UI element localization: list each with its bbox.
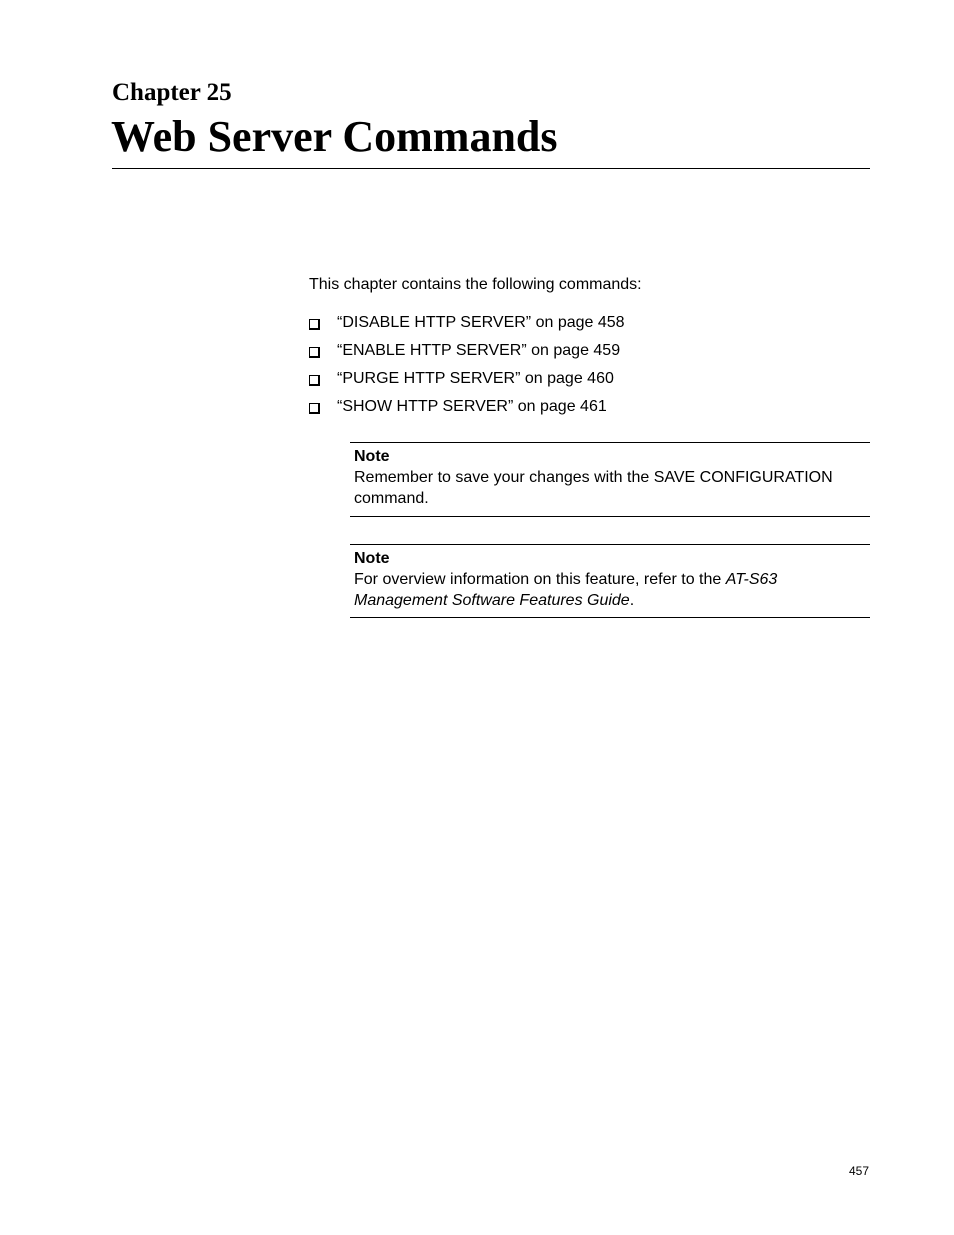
note-body-prefix: For overview information on this feature, refer to the: [354, 571, 726, 588]
command-link-purge-http-server[interactable]: “PURGE HTTP SERVER” on page 460: [337, 370, 614, 387]
page-number: 457: [849, 1164, 870, 1178]
note-heading: Note: [354, 550, 390, 567]
title-divider: [112, 168, 870, 169]
checkbox-icon: [309, 319, 320, 330]
checkbox-icon: [309, 403, 320, 414]
note-features-guide: [350, 544, 870, 618]
features-guide-reference: AT-S63 Management Software Features Guide: [354, 571, 778, 609]
command-link-disable-http-server[interactable]: “DISABLE HTTP SERVER” on page 458: [337, 314, 625, 331]
note-body: [354, 569, 866, 611]
intro-text: This chapter contains the following commands:: [309, 276, 642, 293]
note-save-configuration: [350, 442, 870, 517]
list-item: [309, 397, 625, 425]
chapter-label: Chapter 25: [112, 79, 232, 106]
list-item: [309, 369, 625, 397]
note-body-suffix: .: [629, 592, 635, 609]
note-body: Remember to save your changes with the SAVE CONFIGURATION command.: [354, 469, 833, 507]
command-link-enable-http-server[interactable]: “ENABLE HTTP SERVER” on page 459: [337, 342, 621, 359]
chapter-title: Web Server Commands: [111, 112, 558, 161]
checkbox-icon: [309, 375, 320, 386]
command-list: [309, 313, 625, 425]
list-item: [309, 313, 625, 341]
list-item: [309, 341, 625, 369]
command-link-show-http-server[interactable]: “SHOW HTTP SERVER” on page 461: [337, 398, 607, 415]
checkbox-icon: [309, 347, 320, 358]
note-heading: Note: [354, 448, 390, 465]
